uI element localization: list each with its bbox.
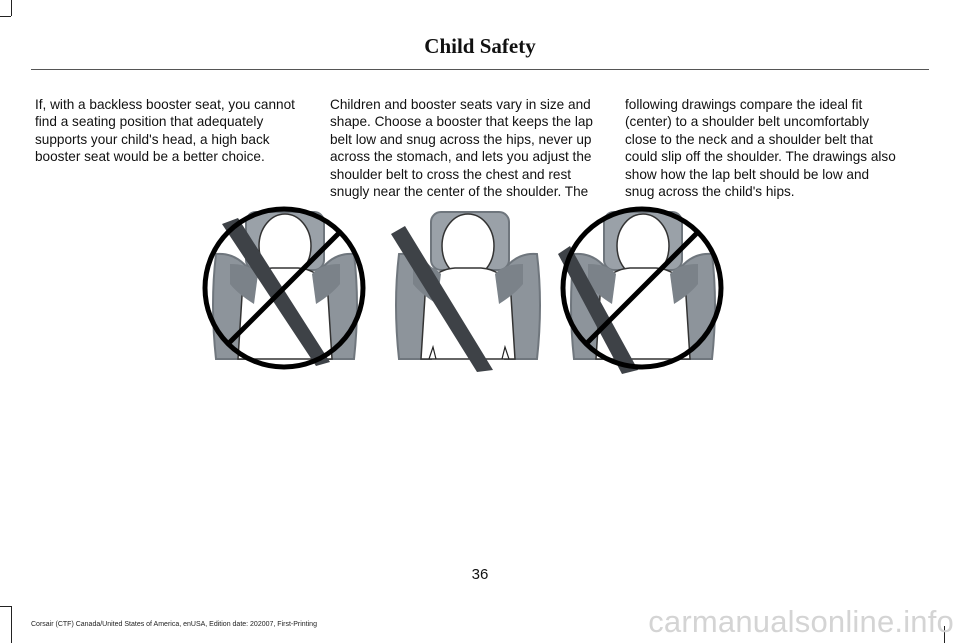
figure-belt-ideal-fit	[385, 204, 555, 382]
watermark: carmanualsonline.info	[648, 604, 954, 639]
seatbelt-fit-illustrations	[200, 204, 740, 382]
figure-belt-too-close-to-neck	[200, 204, 370, 382]
crop-mark-top-left-h	[0, 16, 11, 17]
crop-mark-top-left-v	[11, 0, 12, 16]
crop-mark-bottom-left-v	[11, 606, 12, 643]
text-column-1: If, with a backless booster seat, you cannot find a seating position that adequately supports your child's head, a high back booster seat would be a better choice.	[35, 97, 295, 165]
page-title: Child Safety	[424, 34, 536, 58]
edition-footer: Corsair (CTF) Canada/United States of America, enUSA, Edition date: 202007, First-Printing	[31, 621, 317, 628]
text-column-3: following drawings compare the ideal fit (center) to a shoulder belt uncomfortably close to the neck and a shoulder belt that could slip off the shoulder. The drawings also show how the lap belt should be low and snug across the child's hips.	[625, 97, 896, 200]
crop-mark-bottom-left-h	[0, 606, 11, 607]
page-number: 36	[471, 566, 489, 583]
text-column-2: Children and booster seats vary in size and shape. Choose a booster that keeps the lap belt low and snug across the hips, never up across the stomach, and lets you adjust the shoulder belt to cross the chest and rest snugly near the center of the shoulder. The	[330, 97, 593, 200]
header-divider	[31, 69, 929, 70]
figure-belt-off-shoulder	[558, 204, 728, 382]
